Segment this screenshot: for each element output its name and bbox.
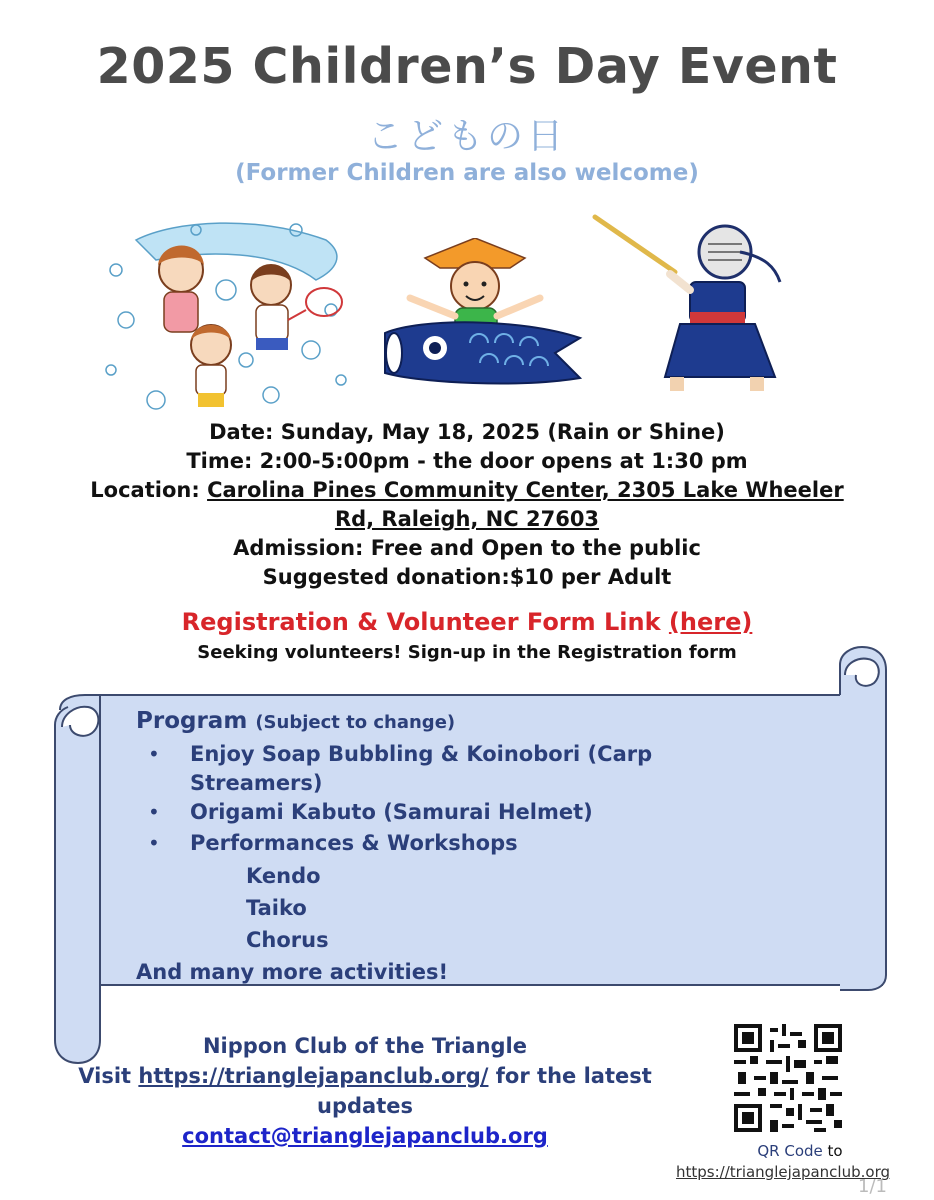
registration-line — [0, 608, 934, 636]
qr-caption — [690, 1142, 910, 1160]
event-location-line2 — [0, 505, 934, 534]
kendo-fighter-illustration — [590, 212, 790, 397]
bullet-3: • — [148, 831, 160, 855]
boy-on-carp-streamer-illustration — [380, 238, 590, 393]
program-heading — [136, 708, 455, 734]
event-time: Time: 2:00-5:00pm - the door opens at 1:30 pm — [186, 449, 748, 473]
bullet-1: • — [148, 742, 160, 766]
footer-updates: updates — [317, 1094, 413, 1118]
program-closing: And many more activities! — [136, 960, 449, 984]
qr-caption-to: to — [822, 1142, 843, 1160]
bullet-2: • — [148, 800, 160, 824]
registration-text: Registration & Volunteer Form Link — [181, 608, 669, 636]
seeking-volunteers: Seeking volunteers! Sign-up in the Registration form — [197, 642, 737, 663]
page-number: 1/1 — [858, 1176, 887, 1197]
registration-link[interactable]: (here) — [668, 608, 753, 636]
footer-email-line — [0, 1124, 730, 1148]
qr-caption-label: QR Code — [757, 1142, 823, 1160]
event-donation: Suggested donation:$10 per Adult — [262, 565, 672, 589]
program-item-1: Enjoy Soap Bubbling & Koinobori (Carp Streamers) — [190, 742, 653, 795]
children-bubbles-illustration — [96, 210, 356, 420]
event-location — [0, 476, 934, 505]
program-item-2: Origami Kabuto (Samurai Helmet) — [190, 800, 593, 824]
location-address-line1[interactable]: Carolina Pines Community Center, 2305 Lake Wheeler — [207, 478, 844, 502]
club-website-link[interactable]: https://trianglejapanclub.org/ — [138, 1064, 489, 1088]
event-date: Date: Sunday, May 18, 2025 (Rain or Shine) — [209, 420, 725, 444]
qr-code[interactable] — [734, 1024, 842, 1132]
visit-suffix: for the latest — [488, 1064, 652, 1088]
location-label: Location: — [90, 478, 208, 502]
subtitle: (Former Children are also welcome) — [235, 160, 699, 186]
japanese-title: こどもの日 — [366, 116, 567, 157]
program-title: Program — [136, 708, 248, 734]
qr-url-link[interactable]: https://trianglejapanclub.org — [676, 1163, 890, 1181]
footer-visit — [0, 1064, 730, 1088]
footer-org: Nippon Club of the Triangle — [202, 1034, 527, 1058]
workshop-chorus: Chorus — [246, 928, 329, 952]
location-address-line2[interactable]: Rd, Raleigh, NC 27603 — [334, 507, 600, 531]
page-title: 2025 Children’s Day Event — [96, 38, 838, 95]
workshop-taiko: Taiko — [246, 896, 307, 920]
program-item-3: Performances & Workshops — [190, 831, 518, 855]
visit-prefix: Visit — [78, 1064, 139, 1088]
contact-email-link[interactable]: contact@trianglejapanclub.org — [182, 1124, 548, 1148]
event-admission: Admission: Free and Open to the public — [233, 536, 701, 560]
program-note: (Subject to change) — [255, 712, 456, 733]
workshop-kendo: Kendo — [246, 864, 321, 888]
